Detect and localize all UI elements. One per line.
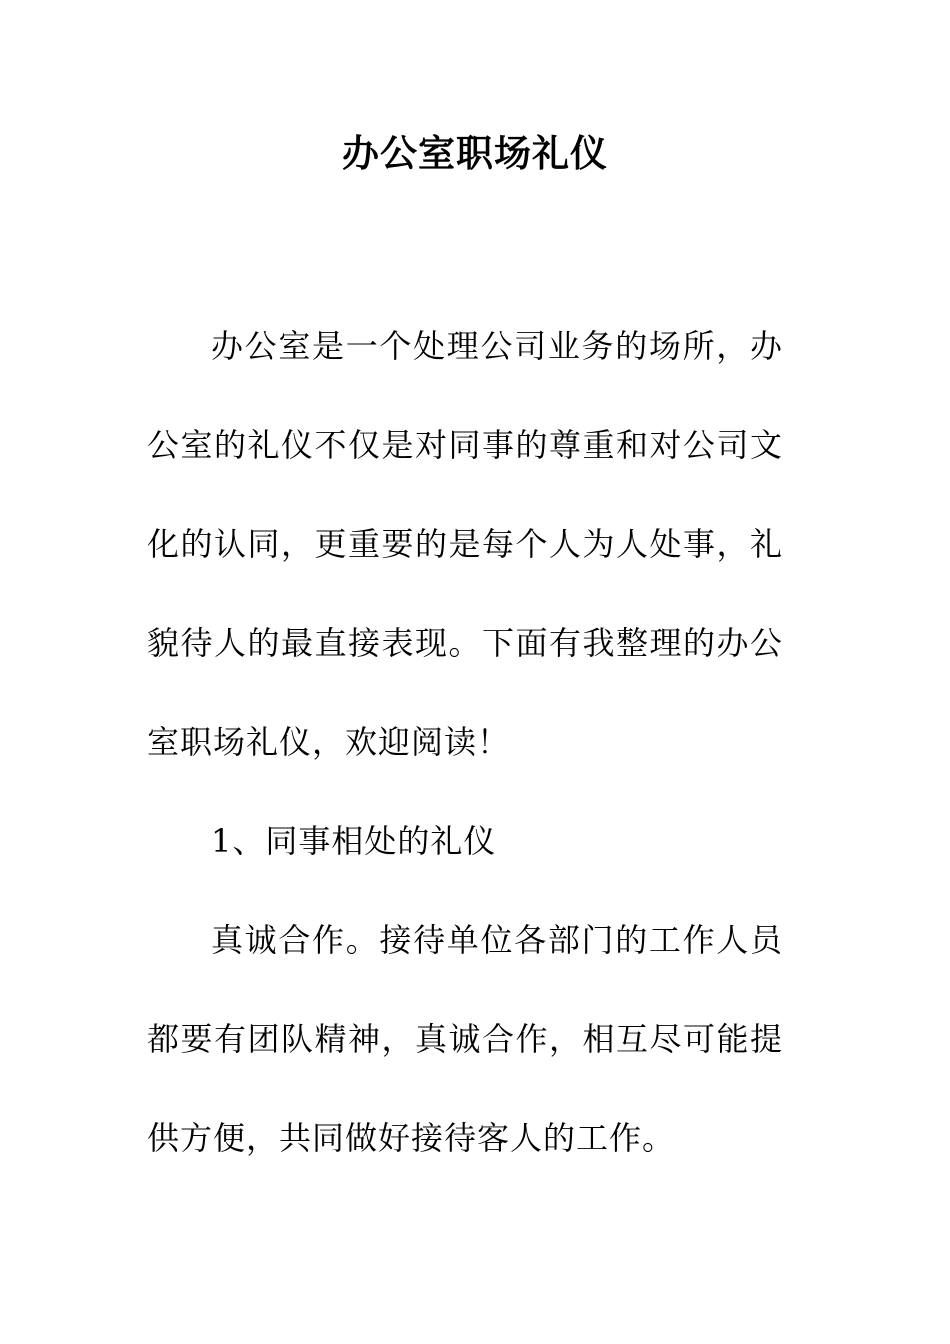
intro-paragraph: 办公室是一个处理公司业务的场所，办公室的礼仪不仅是对同事的尊重和对公司文化的认同，更重要的是每个人为人处事，礼貌待人的最直接表现。下面有我整理的办公室职场礼仪，欢迎阅读！ <box>147 327 783 761</box>
document-title: 办公室职场礼仪 <box>342 131 608 175</box>
section-heading: 1、同事相处的礼仪 <box>211 822 497 860</box>
cooperation-paragraph: 真诚合作。接待单位各部门的工作人员都要有团队精神，真诚合作，相互尽可能提供方便，共同做好接待客人的工作。 <box>147 921 783 1157</box>
document-body <box>147 297 783 1188</box>
